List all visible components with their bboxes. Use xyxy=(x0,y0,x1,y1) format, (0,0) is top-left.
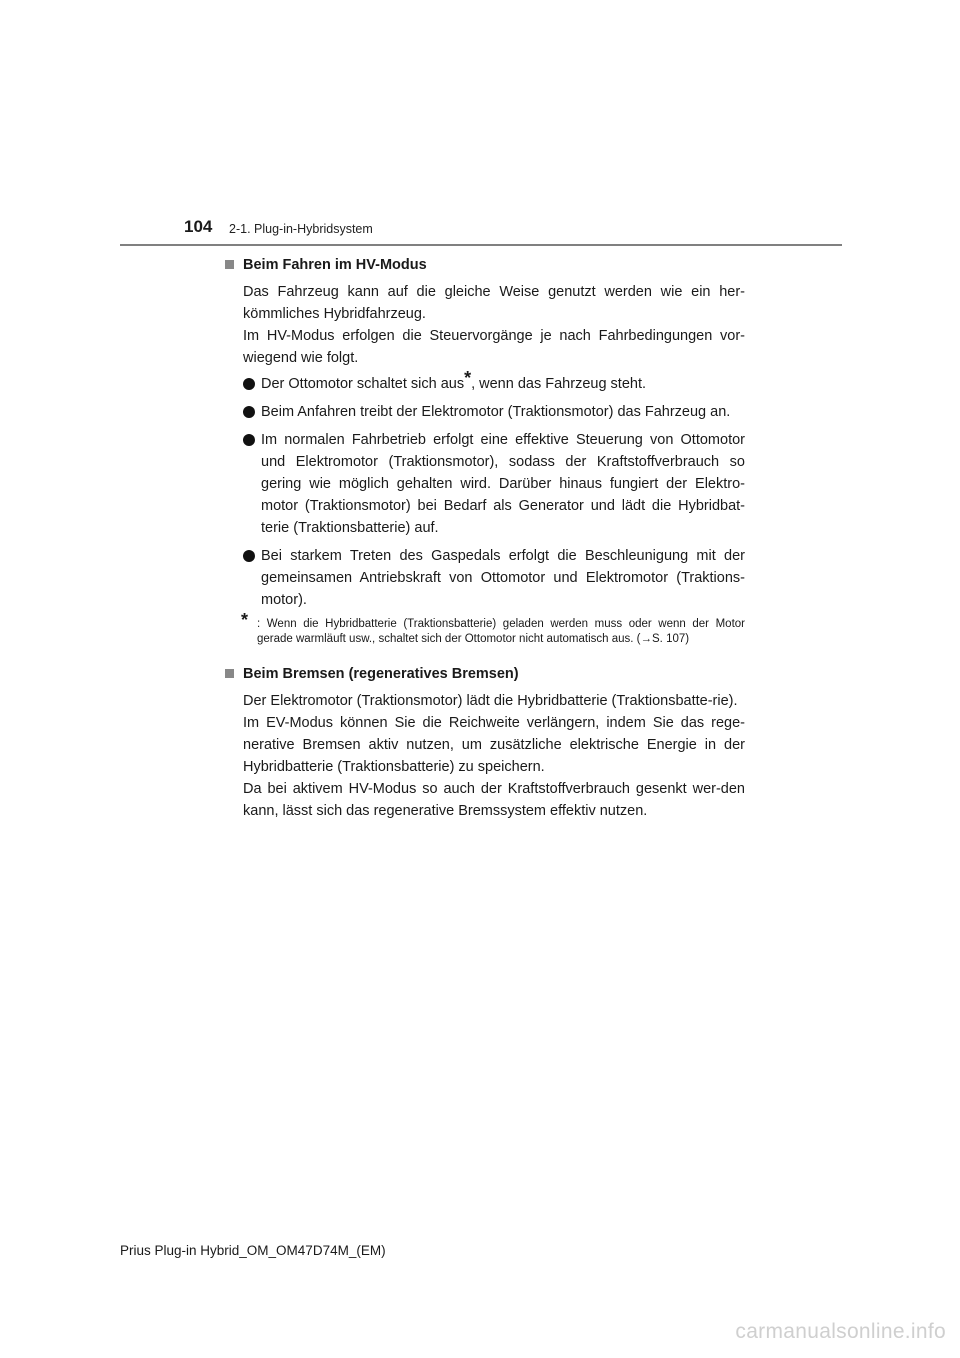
round-bullet-icon xyxy=(243,434,255,446)
page-number: 104 xyxy=(184,217,213,236)
hv-mode-heading xyxy=(225,254,745,276)
asterisk-marker: * xyxy=(464,368,472,388)
bullet-text: Der Ottomotor schaltet sich aus xyxy=(261,376,465,392)
regen-paragraph-1: Der Elektromotor (Traktionsmotor) lädt die Hybridbatterie (Traktionsbatte-rie). xyxy=(243,693,738,709)
footnote xyxy=(241,610,745,647)
bullet-text: , wenn das Fahrzeug steht. xyxy=(471,376,646,392)
hv-mode-paragraph-2: Im HV-Modus erfolgen die Steuervorgänge je nach Fahrbedingungen vor-wiegend wie folgt. xyxy=(243,328,745,366)
bullet-text: Im normalen Fahrbetrieb erfolgt eine effektive Steuerung von Ottomotor und Elektromotor (Traktionsmotor), sodass der Kraftstoffverbrauch so gering wie möglich gehalten wird. Darüber hinaus fungiert der Elektro-motor (Traktionsmotor) bei Bedarf als Generator und lädt die Hybridbat-terie (Traktionsbatterie) auf. xyxy=(261,432,745,536)
round-bullet-icon xyxy=(243,550,255,562)
footnote-text: : Wenn die Hybridbatterie (Traktionsbatterie) geladen werden muss oder wenn der Motor gerade warmläuft usw., schaltet sich der Ottomotor nicht automatisch aus. (→S. 107) xyxy=(257,618,745,645)
page-content xyxy=(225,254,745,822)
square-bullet-icon xyxy=(225,260,234,269)
list-item xyxy=(243,545,745,611)
hv-mode-bullet-list xyxy=(243,368,745,611)
bullet-text: Bei starkem Treten des Gaspedals erfolgt die Beschleunigung mit der gemeinsamen Antriebskraft von Ottomotor und Elektromotor (Traktions-motor). xyxy=(261,548,745,608)
square-bullet-icon xyxy=(225,669,234,678)
bullet-text: Beim Anfahren treibt der Elektromotor (Traktionsmotor) das Fahrzeug an. xyxy=(261,404,731,420)
regen-paragraph-2: Im EV-Modus können Sie die Reichweite verlängern, indem Sie das rege-nerative Bremsen aktiv nutzen, um zusätzliche elektrische Energie in der Hybridbatterie (Traktionsbatterie) zu speichern. xyxy=(243,715,745,775)
header-divider xyxy=(120,244,842,246)
watermark: carmanualsonline.info xyxy=(735,1320,946,1343)
list-item xyxy=(243,368,745,395)
footnote-asterisk: * xyxy=(241,610,249,630)
regen-braking-heading-text: Beim Bremsen (regeneratives Bremsen) xyxy=(243,666,519,682)
manual-title: Prius Plug-in Hybrid_OM_OM47D74M_(EM) xyxy=(120,1243,386,1258)
round-bullet-icon xyxy=(243,406,255,418)
list-item xyxy=(243,429,745,539)
regen-braking-heading xyxy=(225,663,745,685)
hv-mode-paragraph-1: Das Fahrzeug kann auf die gleiche Weise genutzt werden wie ein her-kömmliches Hybridfahrzeug. xyxy=(243,284,745,322)
round-bullet-icon xyxy=(243,378,255,390)
hv-mode-heading-text: Beim Fahren im HV-Modus xyxy=(243,257,427,273)
section-label: 2-1. Plug-in-Hybridsystem xyxy=(229,222,373,236)
list-item xyxy=(243,401,745,423)
regen-paragraph-3: Da bei aktivem HV-Modus so auch der Kraftstoffverbrauch gesenkt wer-den kann, lässt sich das regenerative Bremssystem effektiv nutzen. xyxy=(243,781,745,819)
